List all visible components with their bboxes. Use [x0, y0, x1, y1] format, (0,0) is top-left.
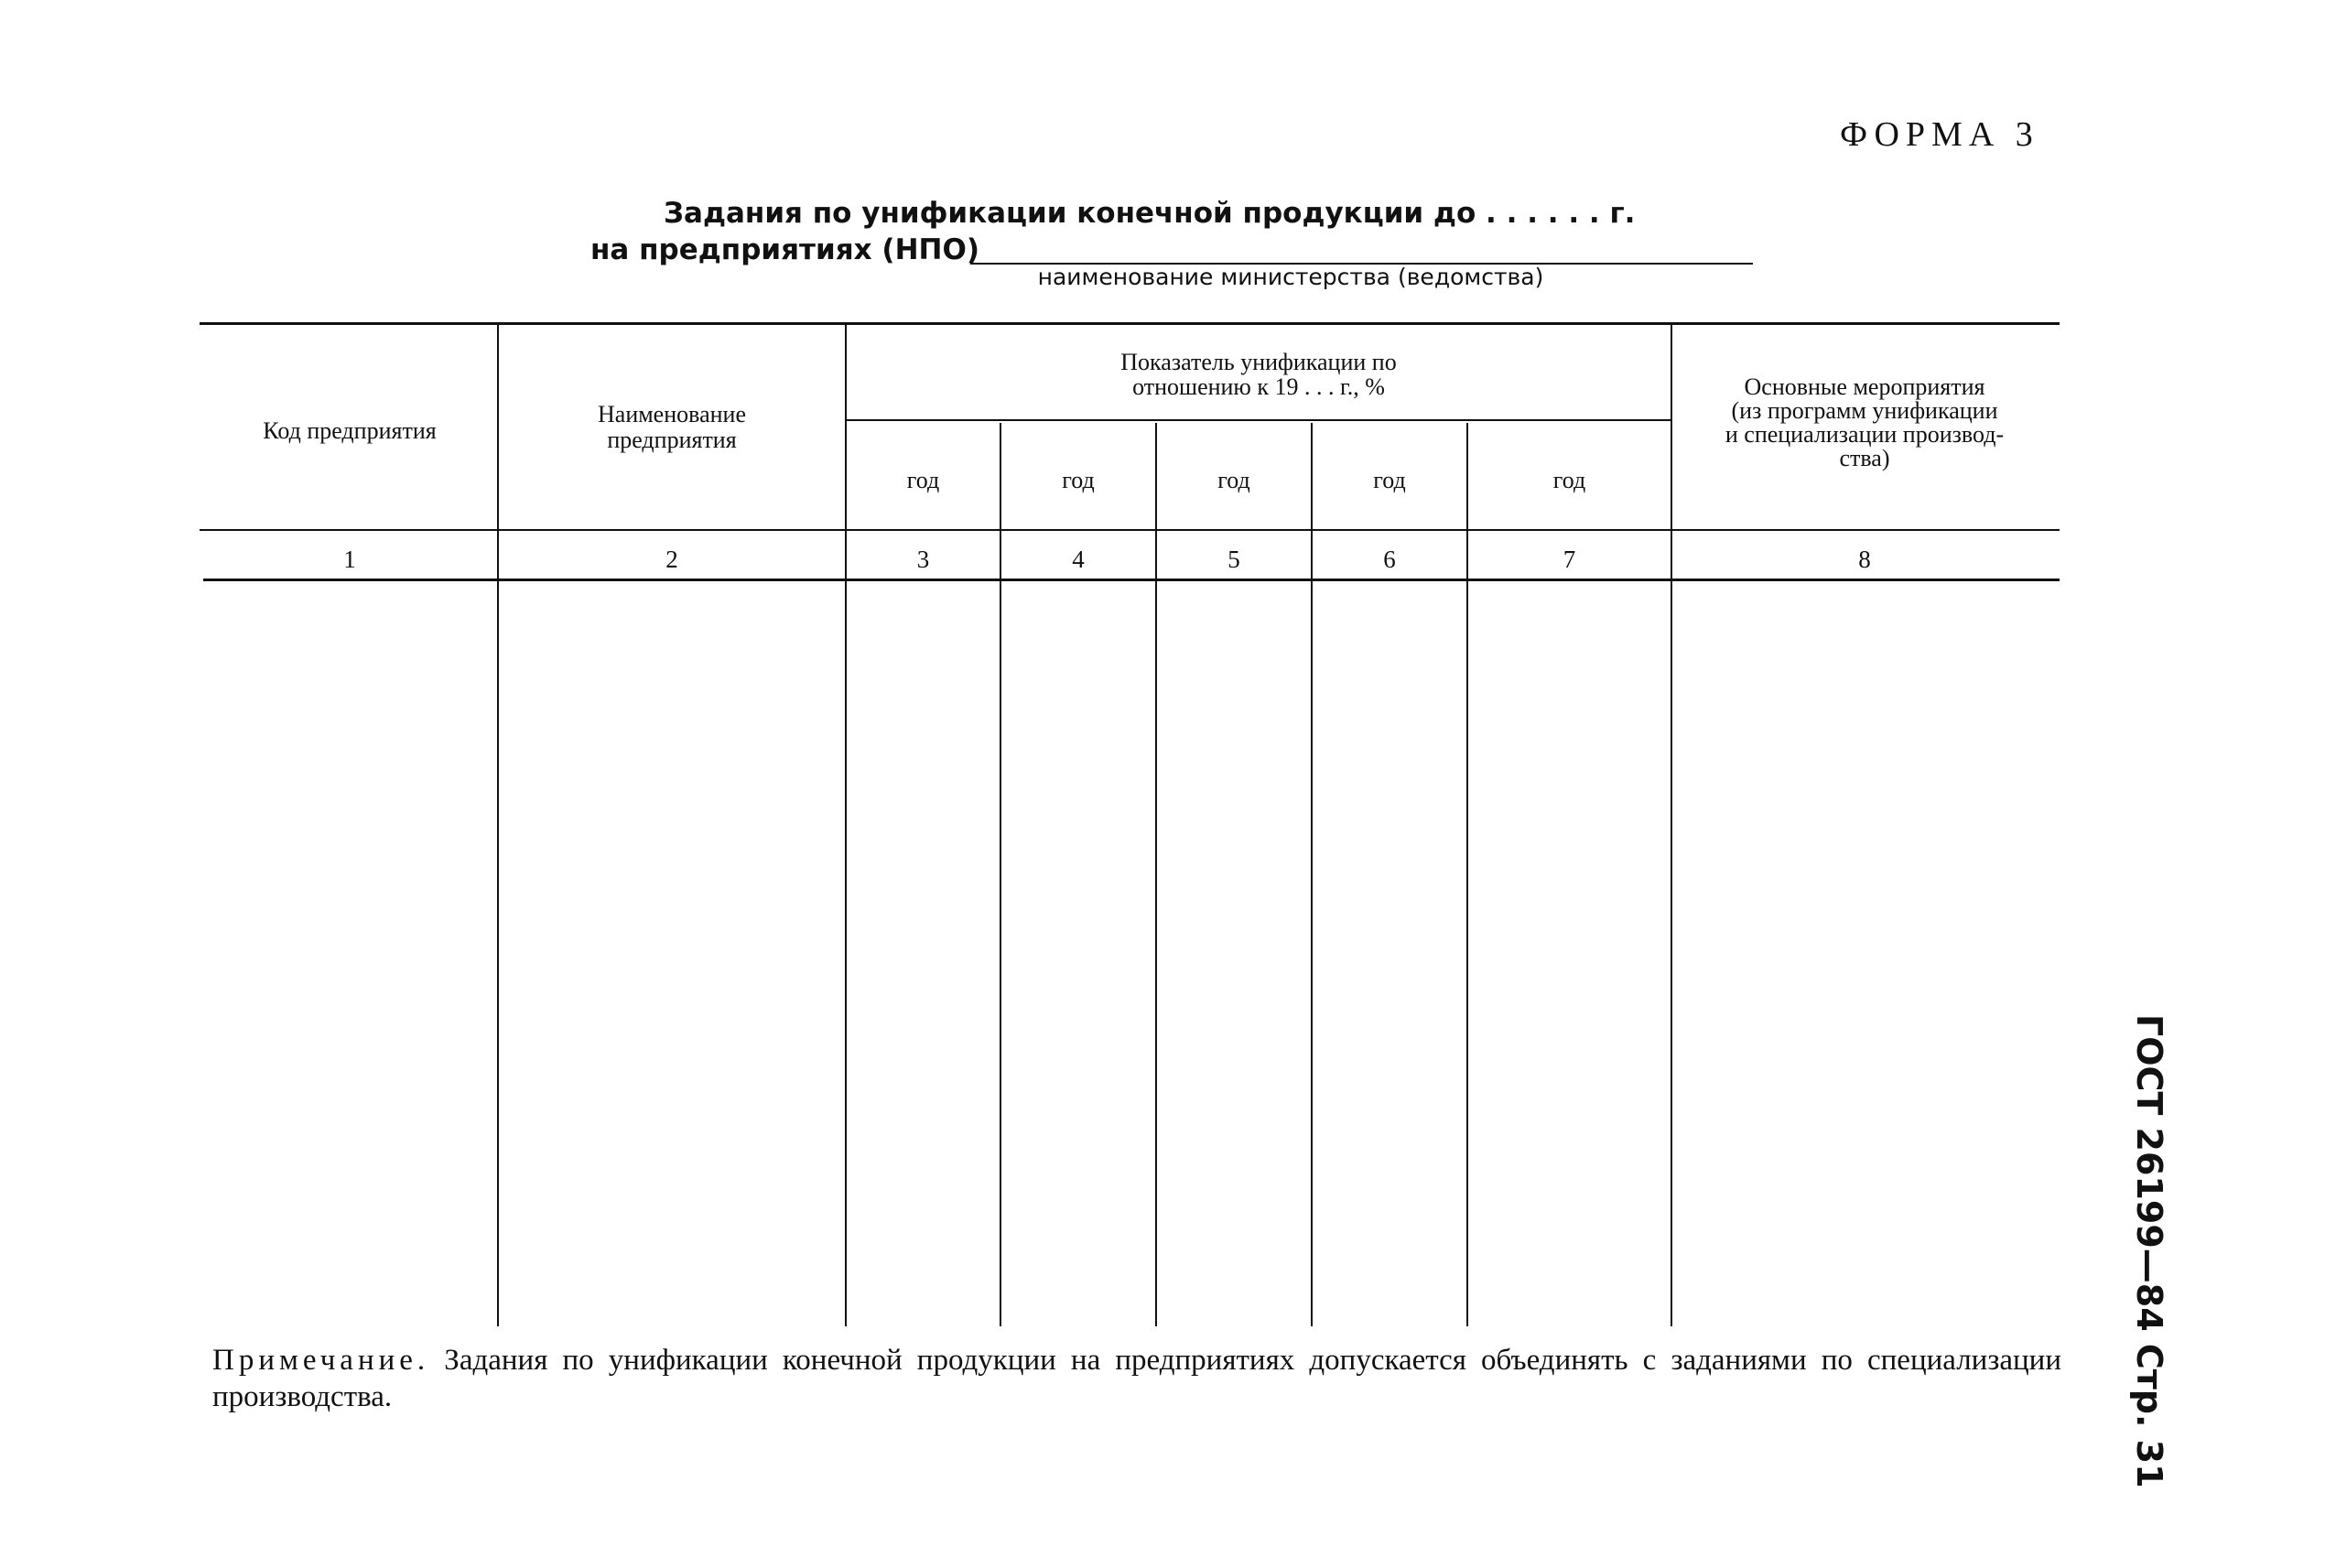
- header-main-measures-1: Основные мероприятия: [1744, 373, 1985, 400]
- column-divider-1: [497, 322, 499, 1326]
- column-divider-7: [1671, 322, 1672, 1326]
- column-number-4: 4: [1072, 546, 1085, 573]
- column-number-8: 8: [1858, 546, 1871, 573]
- header-enterprise-code: Код предприятия: [263, 417, 437, 444]
- header-year-4: год: [1373, 467, 1406, 493]
- header-enterprise-name-1: Наименование: [598, 401, 746, 427]
- column-number-6: 6: [1383, 546, 1396, 573]
- column-number-7: 7: [1563, 546, 1576, 573]
- ministry-caption: наименование министерства (ведомства): [1037, 264, 1544, 290]
- footnote: [212, 1342, 2061, 1415]
- footnote-lead: Примечание.: [212, 1344, 430, 1377]
- header-bottom-rule: [200, 529, 2060, 531]
- column-number-3: 3: [916, 546, 930, 573]
- form-label: ФОРМА 3: [1840, 115, 2039, 154]
- form-title-line-1: Задания по унификации конечной продукции до . . . . . . г.: [664, 197, 1636, 230]
- side-stamp: [2096, 1014, 2169, 1488]
- header-year-3: год: [1217, 467, 1250, 493]
- column-number-5: 5: [1227, 546, 1240, 573]
- header-enterprise-name-2: предприятия: [607, 427, 737, 453]
- header-main-measures-2: (из программ унификации: [1731, 397, 1998, 424]
- header-year-5: год: [1552, 467, 1586, 493]
- header-main-measures-4: ства): [1839, 445, 1890, 471]
- header-year-1: год: [906, 467, 940, 493]
- header-unification-index-2: отношению к 19 . . . г., %: [1132, 373, 1385, 400]
- table-top-rule: [200, 322, 2060, 325]
- form-title-line-2: на предприятиях (НПО): [590, 233, 979, 266]
- header-year-2: год: [1062, 467, 1095, 493]
- column-number-rule: [203, 579, 2060, 581]
- column-number-2: 2: [665, 546, 678, 573]
- column-number-1: 1: [343, 546, 356, 573]
- side-stamp-text: ГОСТ 26199—84 Стр. 31: [2129, 1014, 2169, 1488]
- header-unification-index-1: Показатель унификации по: [1120, 349, 1397, 375]
- group-header-rule: [847, 419, 1671, 421]
- footnote-text: Задания по унификации конечной продукции на предприятиях допускается объединять с заданиями по специализации производства.: [212, 1344, 2061, 1413]
- header-main-measures-3: и специализации производ-: [1725, 421, 2005, 448]
